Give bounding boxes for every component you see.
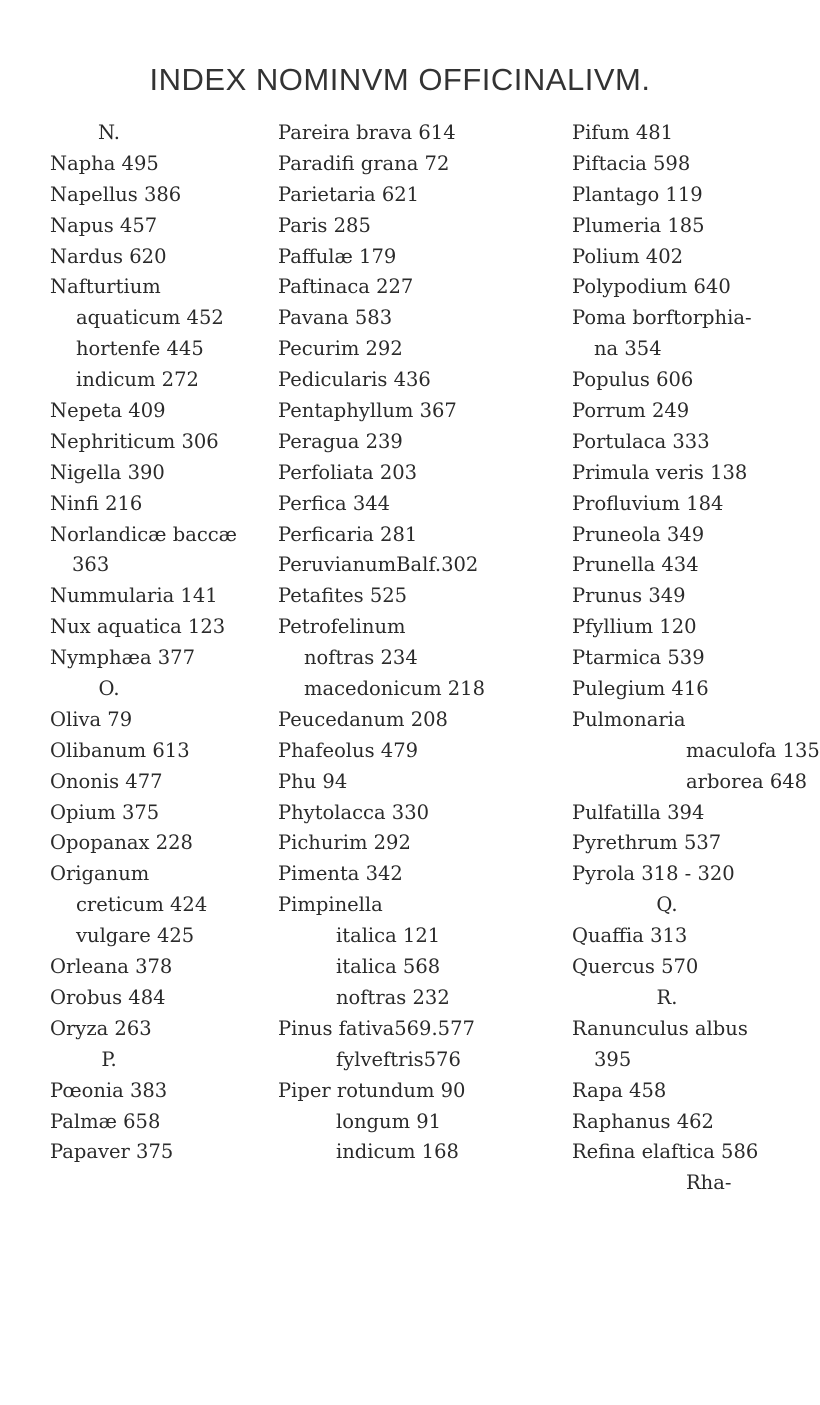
index-entry: Pareira brava 614 [278, 121, 456, 144]
index-entry: Porrum 249 [572, 399, 690, 423]
section-letter: Q. [656, 893, 678, 917]
index-entry: Opium 375 [50, 800, 160, 824]
index-entry: Pentaphyllum 367 [278, 399, 457, 423]
index-entry: Prunella 434 [572, 553, 699, 577]
index-entry: Profluvium 184 [572, 491, 724, 515]
index-entry: Polypodium 640 [572, 275, 731, 299]
index-entry: Quercus 570 [572, 955, 699, 979]
index-entry: Nafturtium [50, 275, 161, 299]
index-entry: Ranunculus albus [572, 1016, 748, 1040]
index-entry: Nardus 620 [50, 244, 167, 268]
index-entry: na 354 [594, 337, 662, 361]
index-entry: hortenfe 445 [76, 337, 204, 361]
index-entry: Nephriticum 306 [50, 429, 219, 453]
index-entry: noftras 234 [304, 646, 418, 670]
index-entry: longum 91 [336, 1109, 442, 1133]
index-entry: Nummularia 141 [50, 584, 218, 608]
index-entry: Refina elaftica 586 [572, 1140, 759, 1164]
index-entry: Perficaria 281 [278, 522, 418, 546]
index-entry: vulgare 425 [76, 924, 195, 948]
section-letter: O. [98, 677, 120, 701]
index-entry: 363 [72, 553, 110, 577]
index-entry: Palmæ 658 [50, 1109, 161, 1133]
index-entry: Orleana 378 [50, 955, 173, 979]
index-entry: Poma borftorphia- [572, 306, 752, 330]
index-entry: maculofa 135 [686, 738, 820, 762]
index-entry: Piper rotundum 90 [278, 1078, 466, 1102]
index-entry: Phu 94 [278, 769, 348, 793]
index-entry: Raphanus 462 [572, 1109, 714, 1133]
index-entry: Napus 457 [50, 213, 158, 237]
index-entry: noftras 232 [336, 985, 450, 1009]
index-column-1 [50, 118, 265, 1168]
index-entry: Origanum [50, 862, 150, 886]
index-entry: Quaffia 313 [572, 924, 688, 948]
index-entry: Pecurim 292 [278, 337, 403, 361]
index-entry: macedonicum 218 [304, 677, 485, 701]
index-entry: Prunus 349 [572, 584, 686, 608]
index-entry: Pedicularis 436 [278, 368, 431, 392]
index-entry: Rha- [686, 1171, 732, 1195]
index-entry: Ninfi 216 [50, 491, 143, 515]
section-letter: P. [101, 1047, 117, 1071]
index-entry: Orobus 484 [50, 985, 166, 1009]
index-entry: Piftacia 598 [572, 151, 691, 175]
section-letter: N. [97, 121, 120, 144]
index-entry: Pifum 481 [572, 121, 674, 144]
index-entry: Nux aquatica 123 [50, 615, 226, 639]
index-entry: Perfoliata 203 [278, 460, 418, 484]
index-entry: Oliva 79 [50, 707, 133, 731]
index-entry: Pfyllium 120 [572, 615, 697, 639]
page-title: INDEX NOMINVM OFFICINALIVM. [149, 62, 651, 97]
index-entry: Papaver 375 [50, 1140, 174, 1164]
index-entry: Peucedanum 208 [278, 707, 448, 731]
index-entry: indicum 272 [76, 368, 199, 392]
index-entry: Pimpinella [278, 893, 383, 917]
index-entry: Pœonia 383 [50, 1078, 168, 1102]
section-letter: R. [656, 985, 678, 1009]
index-entry: Primula veris 138 [572, 460, 748, 484]
index-entry: Perfica 344 [278, 491, 391, 515]
index-entry: Rapa 458 [572, 1078, 667, 1102]
index-entry: PeruvianumBalf.302 [278, 553, 479, 577]
index-entry: Pichurim 292 [278, 831, 411, 855]
index-entry: Phafeolus 479 [278, 738, 419, 762]
index-column-2 [278, 118, 571, 1168]
index-entry: Napellus 386 [50, 182, 182, 206]
index-entry: Pimenta 342 [278, 862, 403, 886]
index-entry: Populus 606 [572, 368, 694, 392]
index-entry: Peragua 239 [278, 429, 403, 453]
index-entry: Pyrethrum 537 [572, 831, 722, 855]
index-entry: Paffulæ 179 [278, 244, 397, 268]
index-entry: Petafites 525 [278, 584, 408, 608]
index-entry: Portulaca 333 [572, 429, 710, 453]
index-entry: Pavana 583 [278, 306, 393, 330]
index-entry: indicum 168 [336, 1140, 459, 1164]
index-entry: Nymphæa 377 [50, 646, 195, 670]
index-entry: Ptarmica 539 [572, 646, 705, 670]
index-entry: Nepeta 409 [50, 399, 166, 423]
index-entry: Pyrola 318 - 320 [572, 862, 735, 886]
index-entry: Plantago 119 [572, 182, 703, 206]
index-entry: Paftinaca 227 [278, 275, 414, 299]
index-entry: Petrofelinum [278, 615, 406, 639]
index-column-3 [572, 118, 820, 1199]
index-entry: Oryza 263 [50, 1016, 152, 1040]
index-entry: italica 121 [336, 924, 441, 948]
index-entry: Pulmonaria [572, 707, 686, 731]
index-entry: Pruneola 349 [572, 522, 705, 546]
index-entry: creticum 424 [76, 893, 208, 917]
index-entry: italica 568 [336, 955, 441, 979]
index-entry: Plumeria 185 [572, 213, 705, 237]
index-entry: Parietaria 621 [278, 182, 420, 206]
index-entry: 395 [594, 1047, 632, 1071]
index-entry: Ononis 477 [50, 769, 163, 793]
index-entry: Paradifi grana 72 [278, 151, 450, 175]
index-entry: Nigella 390 [50, 460, 165, 484]
index-entry: arborea 648 [686, 769, 808, 793]
index-entry: Pulegium 416 [572, 677, 709, 701]
index-entry: Napha 495 [50, 151, 159, 175]
index-entry: fylveftris576 [336, 1047, 461, 1071]
index-entry: aquaticum 452 [76, 306, 224, 330]
index-entry: Pinus fativa569.577 [278, 1016, 475, 1040]
index-entry: Opopanax 228 [50, 831, 193, 855]
index-entry: Polium 402 [572, 244, 684, 268]
index-entry: Norlandicæ baccæ [50, 522, 237, 546]
index-entry: Pulfatilla 394 [572, 800, 705, 824]
index-entry: Olibanum 613 [50, 738, 190, 762]
index-entry: Phytolacca 330 [278, 800, 430, 824]
index-entry: Paris 285 [278, 213, 371, 237]
